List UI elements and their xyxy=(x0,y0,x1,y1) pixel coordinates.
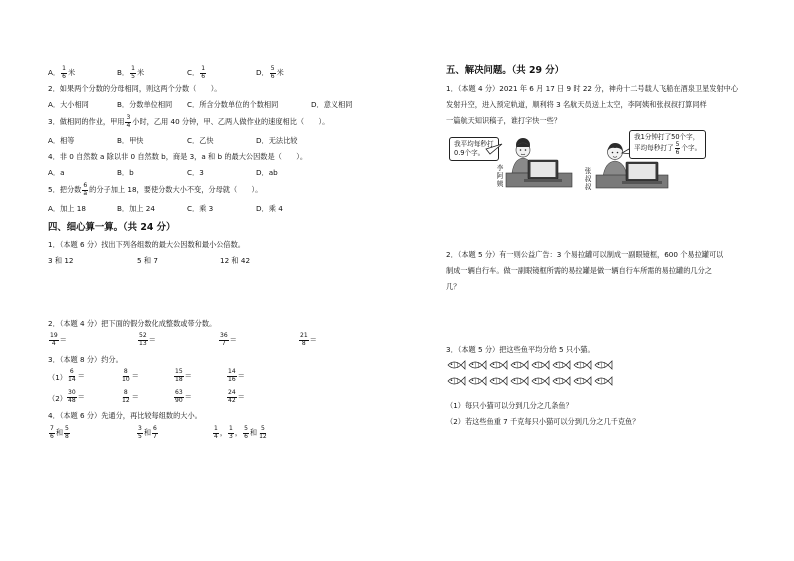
gcd-lcm-item-3: 12 和 42 xyxy=(220,256,251,265)
equals-sign: ＝ xyxy=(237,392,245,402)
q2-option-b[interactable]: B．分数单位相同 xyxy=(117,100,173,109)
q5-option-c[interactable]: C．乘 3 xyxy=(187,204,214,213)
name-label-uncle-zhang: 张叔叔 xyxy=(584,167,592,191)
gcd-lcm-item-1: 3 和 12 xyxy=(48,256,74,265)
fraction: $\frac{36}{7}$ xyxy=(220,332,228,347)
problem-2-line-3: 几？ xyxy=(446,282,461,291)
fish-row-1 xyxy=(446,358,616,372)
join-word: 和 xyxy=(249,428,258,438)
bubble-left-line-1: 我平均每秒打 xyxy=(454,140,494,148)
q1-option-d[interactable] xyxy=(256,66,284,80)
section-4-title: 四、细心算一算。（共 24 分） xyxy=(48,222,176,233)
fraction: $\frac{5}{6}$ xyxy=(270,65,275,80)
fraction: $\frac{6}{14}$ xyxy=(68,368,76,383)
s4-question-3-text: 3．（本题 8 分）约分。 xyxy=(48,355,123,364)
reduce-fraction-2-4 xyxy=(226,390,245,404)
fraction: $\frac{1}{4}$ xyxy=(214,425,218,440)
fraction: $\frac{14}{16}$ xyxy=(228,368,236,383)
row-label-2: （2） xyxy=(48,394,67,403)
option-label: C． xyxy=(187,68,200,78)
fraction: $\frac{15}{18}$ xyxy=(175,368,183,383)
join-word: 和 xyxy=(143,428,152,438)
question-5-text xyxy=(48,183,262,197)
name-label-aunt-li: 李阿姨 xyxy=(496,164,504,188)
question-5-post: 的分子加上 18，要使分数大小不变，分母就（ ）。 xyxy=(89,185,263,195)
unit-text: 米 xyxy=(67,68,76,78)
equals-sign: ＝ xyxy=(237,371,245,381)
fraction: $\frac{24}{42}$ xyxy=(228,389,236,404)
separator: ， xyxy=(234,428,243,438)
reduce-fraction-2-3 xyxy=(173,390,192,404)
problem-2-line-2: 制成一辆自行车。做一副眼镜框所需的易拉罐是做一辆自行车所需的易拉罐的几分之 xyxy=(446,266,712,275)
q1-option-c[interactable] xyxy=(187,66,207,80)
equals-sign: ＝ xyxy=(77,371,85,381)
s4-question-2-text: 2．（本题 4 分）把下面的假分数化成整数或带分数。 xyxy=(48,319,217,328)
improper-fraction-2 xyxy=(137,333,156,347)
question-2-text: 2．如果两个分数的分母相同，则这两个分数（ ）。 xyxy=(48,84,222,93)
reduce-fraction-1-2 xyxy=(120,369,139,383)
reduce-fraction-2-1 xyxy=(66,390,85,404)
q4-option-c[interactable]: C．3 xyxy=(187,168,204,177)
fraction: $\frac{7}{6}$ xyxy=(50,425,54,440)
q3-option-a[interactable]: A．相等 xyxy=(48,136,75,145)
equals-sign: ＝ xyxy=(131,392,139,402)
bubble-right-line-1: 我1分钟打了50个字， xyxy=(634,133,700,141)
compare-group-1 xyxy=(48,426,71,440)
question-3-pre: 3．做相同的作业，甲用 xyxy=(48,117,125,127)
bubble-right-post: 个字。 xyxy=(681,144,702,153)
fish-icon xyxy=(446,358,616,372)
q5-option-d[interactable]: D．乘 4 xyxy=(256,204,283,213)
fraction: $\frac{8}{10}$ xyxy=(122,368,130,383)
q2-option-c[interactable]: C．所含分数单位的个数相同 xyxy=(187,100,279,109)
bubble-left-line-2: 0.9个字。 xyxy=(454,148,485,157)
fraction: $\frac{5}{6}$ xyxy=(244,425,248,440)
fraction: $\frac{21}{8}$ xyxy=(300,332,308,347)
q4-option-d[interactable]: D．ab xyxy=(256,168,278,177)
improper-fraction-3 xyxy=(218,333,237,347)
gcd-lcm-item-2: 5 和 7 xyxy=(137,256,158,265)
compare-group-2 xyxy=(136,426,159,440)
fraction: $\frac{5}{8}$ xyxy=(65,425,69,440)
problem-3-line-1: 3．（本题 5 分）把这些鱼平均分给 5 只小猫。 xyxy=(446,345,595,354)
fraction: $\frac{3}{5}$ xyxy=(138,425,142,440)
equals-sign: ＝ xyxy=(148,335,156,345)
problem-1-line-1: 1．（本题 4 分）2021 年 6 月 17 日 9 时 22 分，神舟十二号载人飞船在酒泉卫星发射中心 xyxy=(446,84,739,93)
equals-sign: ＝ xyxy=(77,392,85,402)
equals-sign: ＝ xyxy=(131,371,139,381)
reduce-fraction-2-2 xyxy=(120,390,139,404)
fraction: $\frac{19}{4}$ xyxy=(50,332,58,347)
problem-2-line-1: 2．（本题 5 分）有一则公益广告：3 个易拉罐可以制成一副眼镜框，600 个易拉罐可以 xyxy=(446,250,724,259)
compare-group-3 xyxy=(212,426,269,440)
improper-fraction-4 xyxy=(298,333,317,347)
speech-bubble-right xyxy=(629,130,706,159)
fish-icon xyxy=(446,374,616,388)
fraction: $\frac{30}{48}$ xyxy=(68,389,76,404)
equals-sign: ＝ xyxy=(184,392,192,402)
q3-option-d[interactable]: D．无法比较 xyxy=(256,136,298,145)
fraction: $\frac{1}{5}$ xyxy=(131,65,135,80)
problem-1-line-3: 一篇航天知识稿子，谁打字快一些？ xyxy=(446,116,562,125)
option-label: A． xyxy=(48,68,61,78)
fraction: $\frac{52}{13}$ xyxy=(139,332,147,347)
fraction: $\frac{5}{6}$ xyxy=(675,140,680,156)
section-5-title: 五、解决问题。（共 29 分） xyxy=(446,65,565,76)
bubble-right-line-2 xyxy=(634,142,701,156)
option-label: D． xyxy=(256,68,269,78)
problem-3-sub-2: （2）若这些鱼重 7 千克每只小猫可以分到几分之几千克鱼？ xyxy=(446,417,640,426)
fraction: $\frac{1}{6}$ xyxy=(62,65,66,80)
fraction: $\frac{5}{12}$ xyxy=(259,425,267,440)
reduce-fraction-1-4 xyxy=(226,369,245,383)
equals-sign: ＝ xyxy=(59,335,67,345)
fraction: $\frac{3}{4}$ xyxy=(126,114,131,129)
reduce-fraction-1-1 xyxy=(66,369,85,383)
row-label-1: （1） xyxy=(48,373,67,382)
q3-option-b[interactable]: B．甲快 xyxy=(117,136,144,145)
question-3-post: 小时，乙用 40 分钟，甲、乙两人做作业的速度相比（ ）。 xyxy=(132,117,330,127)
fraction: $\frac{1}{6}$ xyxy=(201,65,206,80)
question-4-text: 4．非 0 自然数 a 除以非 0 自然数 b，商是 3，a 和 b 的最大公因数是（ ）。 xyxy=(48,152,308,161)
equals-sign: ＝ xyxy=(184,371,192,381)
fraction: $\frac{63}{90}$ xyxy=(175,389,183,404)
option-label: B． xyxy=(117,68,130,78)
s4-question-1-text: 1．（本题 6 分）找出下列各组数的最大公因数和最小公倍数。 xyxy=(48,240,245,249)
unit-text: 米 xyxy=(136,68,145,78)
q3-option-c[interactable]: C．乙快 xyxy=(187,136,214,145)
fraction: $\frac{6}{a}$ xyxy=(83,182,88,197)
separator: ， xyxy=(219,428,228,438)
q4-option-b[interactable]: B．b xyxy=(117,168,134,177)
q2-option-a[interactable]: A．大小相同 xyxy=(48,100,89,109)
reduce-fraction-1-3 xyxy=(173,369,192,383)
fraction: $\frac{6}{7}$ xyxy=(153,425,157,440)
q4-option-a[interactable]: A．a xyxy=(48,168,65,177)
fish-row-2 xyxy=(446,374,616,388)
problem-1-line-2: 发射升空，进入预定轨道，顺利将 3 名航天员送上太空，李阿姨和张叔叔打算同样 xyxy=(446,100,707,109)
equals-sign: ＝ xyxy=(229,335,237,345)
fraction: $\frac{1}{3}$ xyxy=(229,425,233,440)
q1-option-a[interactable] xyxy=(48,66,75,80)
join-word: 和 xyxy=(55,428,64,438)
s4-question-4-text: 4．（本题 6 分）先通分，再比较每组数的大小。 xyxy=(48,411,202,420)
fraction: $\frac{8}{12}$ xyxy=(122,389,130,404)
improper-fraction-1 xyxy=(48,333,67,347)
typing-illustration xyxy=(446,127,751,199)
q2-option-d[interactable]: D．意义相同 xyxy=(311,100,353,109)
question-3-text xyxy=(48,115,329,129)
q5-option-b[interactable]: B．加上 24 xyxy=(117,204,155,213)
unit-text: 米 xyxy=(276,68,284,78)
equals-sign: ＝ xyxy=(309,335,317,345)
q1-option-b[interactable] xyxy=(117,66,144,80)
q5-option-a[interactable]: A．加上 18 xyxy=(48,204,86,213)
problem-3-sub-1: （1）每只小猫可以分到几分之几条鱼？ xyxy=(446,401,573,410)
bubble-right-pre: 平均每秒打了 xyxy=(634,144,674,153)
question-5-pre: 5．把分数 xyxy=(48,185,82,195)
